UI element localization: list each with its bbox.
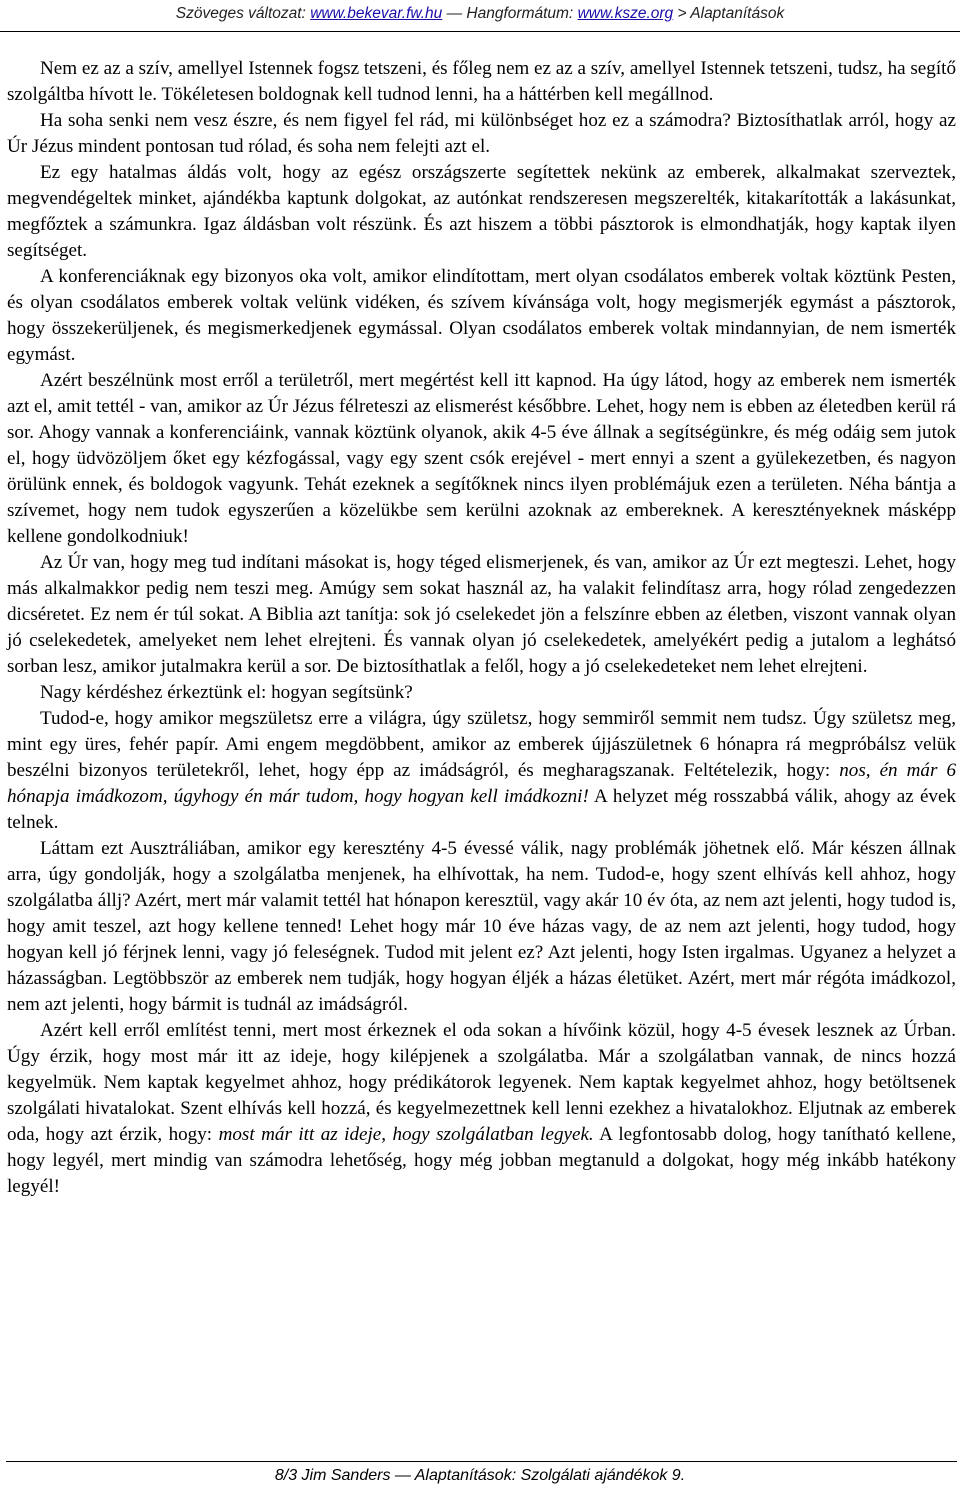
paragraph-text: Nagy kérdéshez érkeztünk el: hogyan segítsünk? [40,682,413,703]
paragraph [7,264,956,368]
paragraph [7,56,956,108]
header-link-bekevar[interactable]: www.bekevar.fw.hu [310,5,443,22]
paragraph [7,680,956,706]
document-body [7,56,956,1200]
paragraph-text: Tudod-e, hogy amikor megszületsz erre a világra, úgy születsz, hogy semmiről semmit nem tudsz. Úgy születsz meg, mint egy üres, fehér papír. Ami engem megdöbbent, amikor az emberek újjászületnek 6 hónapra rá megpróbálsz velük beszélni bizonyos területekről, lehet, hogy épp az imádságról, és megharagszanak. Feltételezik, hogy: [7,708,956,781]
paragraph-text: Ha soha senki nem vesz észre, és nem figyel fel rád, mi különbséget hoz ez a számodra? Biztosíthatlak arról, hogy az Úr Jézus mindent pontosan tud rólad, és soha nem felejti azt el. [7,110,956,157]
paragraph-text: Nem ez az a szív, amellyel Istennek fogsz tetszeni, és főleg nem ez az a szív, amellyel Istennek tetszeni, tudsz, ha segítő szolgáltba hívott le. Tökéletesen boldognak kell tudnod lenni, ha a háttérben kell megállnod. [7,58,956,105]
paragraph-text: A legfontosabb dolog, hogy tanítható kellene, hogy legyél, mert mindig van számodra lehetőség, hogy még jobban megtanuld a dolgokat, hogy még inkább hatékony legyél! [7,1124,956,1197]
paragraph [7,836,956,1018]
paragraph [7,368,956,550]
paragraph-text: Láttam ezt Ausztráliában, amikor egy keresztény 4-5 évessé válik, nagy problémák jöhetnek elő. Már készen állnak arra, úgy gondolják, hogy a szolgálatba menjenek, ha elhívottak, ha nem. Tudod-e, hogy szent elhívás kell ahhoz, hogy szolgálatba állj? Azért, mert már valamit tettél hat hónapon keresztül, vagy akár 10 év óta, az nem azt jelenti, hogy tudod is, hogy amit teszel, azt hogy kellene tenned! Lehet hogy már 10 éve házas vagy, de az nem azt jelenti, hogy tudod, hogy hogyan kell jó férjnek lenni, vagy jó feleségnek. Tudod mit jelent ez? Azt jelenti, hogy Isten irgalmas. Ugyanez a helyzet a házasságban. Legtöbbször az emberek nem tudják, hogy hogyan éljék a házas életüket. Azért, mert már régóta imádkozol, nem azt jelenti, hogy bármit is tudnál az imádságról. [7,838,956,1015]
page-footer: 8/3 Jim Sanders — Alaptanítások: Szolgálati ajándékok 9. [274,1467,686,1484]
paragraph-text: Az Úr van, hogy meg tud indítani másokat is, hogy téged elismerjenek, és van, amikor az Úr ezt megteszi. Lehet, hogy más alkalmakkor pedig nem teszi meg. Amúgy sem sokat használ az, ha valakit felindítasz arra, hogy rólad zengedezzen dicséretet. Ez nem ér túl sokat. A Biblia azt tanítja: sok jó cselekedet jön a felszínre ebben az életben, viszont vannak olyan jó cselekedetek, amelyeket nem lehet elrejteni. És vannak olyan jó cselekedetek, amelyékért pedig a jutalom a leghátsó sorban lesz, amikor jutalmakra kerül a sor. De biztosíthatlak a felől, hogy a jó cselekedeteket nem lehet elrejteni. [7,552,956,677]
paragraph-text: A konferenciáknak egy bizonyos oka volt, amikor elindítottam, mert olyan csodálatos emberek voltak köztünk Pesten, és olyan csodálatos emberek voltak velünk vidéken, és szívem kívánsága volt, hogy megismerjék egymást a pásztorok, hogy összekerüljenek, és megismerkedjenek egymással. Olyan csodálatos emberek voltak mindannyian, de nem ismerték egymást. [7,266,956,365]
paragraph [7,706,956,836]
header-link-ksze[interactable]: www.ksze.org [577,5,674,22]
page-header [0,2,960,28]
paragraph-text: Ez egy hatalmas áldás volt, hogy az egész országszerte segítettek nekünk az emberek, alkalmakat szerveztek, megvendégeltek minket, ajándékba kaptunk dolgokat, az autónkat rendszeresen megszerelték, kitakarították a lakásunkat, megfőztek a számunkra. Igaz áldásban volt részünk. És azt hiszem a többi pásztorok is elmondhatják, hogy kaptak ilyen segítséget. [7,162,956,261]
paragraph-text: Azért beszélnünk most erről a területről, mert megértést kell itt kapnod. Ha úgy látod, hogy az emberek nem ismerték azt el, amit tettél - van, amikor az Úr Jézus félreteszi az elismerést későbbre. Lehet, hogy nem is ebben az életedben kerül rá sor. Ahogy vannak a konferenciáink, vannak köztünk olyanok, akik 4-5 éve állnak a segítségünkre, és még odáig sem jutok el, hogy üdvözöljem őket egy kézfogással, vagy egy szent csók erejével - mert ennyi a szent a gyülekezetben, és nagyon örülünk ennek, és boldogok vagyunk. Tehát ezeknek a segítőknek nincs ilyen problémájuk ezen a területen. Néha bántja a szívemet, hogy nem tudok egyszerűen a közelükbe sem kerülni azoknak az embereknek. A keresztényeknek másképp kellene gondolkodniuk! [7,370,956,547]
paragraph [7,550,956,680]
footer-divider [6,1461,957,1462]
paragraph [7,1018,956,1200]
paragraph-text-italic: most már itt az ideje, hogy szolgálatban legyek. [218,1124,594,1145]
paragraph-text: A helyzet még rosszabbá válik, ahogy az évek telnek. [7,786,957,833]
paragraph-text-italic: nos, én már 6 hónapja imádkozom, úgyhogy én már tudom, hogy hogyan kell imádkozni! [7,760,956,807]
header-text-version-label: Szöveges változat: [175,5,306,22]
header-separator: — [446,5,463,22]
paragraph [7,108,956,160]
paragraph [7,160,956,264]
header-divider [0,31,960,32]
header-audio-format-label: Hangformátum: [466,5,574,22]
header-section-label: > Alaptanítások [677,5,785,22]
paragraph-text: Azért kell erről említést tenni, mert most érkeznek el oda sokan a hívőink közül, hogy 4-5 évesek lesznek az Úrban. Úgy érzik, hogy most már itt az ideje, hogy kilépjenek a szolgálatba. Már a szolgálatban vannak, de nincs hozzá kegyelmük. Nem kaptak kegyelmet ahhoz, hogy prédikátorok legyenek. Nem kaptak kegyelmet ahhoz, hogy betöltsenek szolgálati hivatalokat. Szent elhívás kell hozzá, és kegyelmezettnek kell lenni ezekhez a hivatalokhoz. Eljutnak az emberek oda, hogy azt érzik, hogy: [7,1020,956,1145]
